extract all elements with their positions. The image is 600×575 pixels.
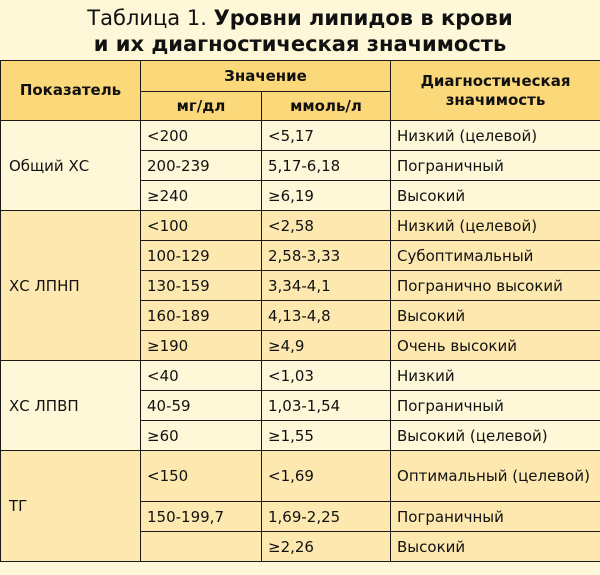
cell-mg: ≥60 — [141, 421, 262, 451]
header-value: Значение — [141, 61, 391, 92]
header-mmol: ммоль/л — [262, 92, 391, 121]
cell-mmol: ≥2,26 — [262, 532, 391, 562]
table-row — [1, 121, 600, 151]
cell-diag: Погранично высокий — [391, 271, 600, 301]
cell-mg: 100-129 — [141, 241, 262, 271]
cell-mmol: ≥6,19 — [262, 181, 391, 211]
cell-diag: Высокий — [391, 181, 600, 211]
cell-diag: Очень высокий — [391, 331, 600, 361]
cell-diag: Низкий — [391, 361, 600, 391]
cell-diag: Пограничный — [391, 391, 600, 421]
param-total-chol: Общий ХС — [1, 121, 141, 211]
cell-mmol: 4,13-4,8 — [262, 301, 391, 331]
header-mg: мг/дл — [141, 92, 262, 121]
cell-mg: <200 — [141, 121, 262, 151]
cell-mmol: 5,17-6,18 — [262, 151, 391, 181]
cell-mg: 130-159 — [141, 271, 262, 301]
header-diag: Диагностическая значимость — [391, 61, 600, 121]
cell-mmol: 1,69-2,25 — [262, 502, 391, 532]
param-tg: ТГ — [1, 451, 141, 562]
cell-diag: Низкий (целевой) — [391, 211, 600, 241]
cell-mg — [141, 532, 262, 562]
cell-mmol: <1,69 — [262, 451, 391, 502]
cell-mg: <100 — [141, 211, 262, 241]
table-row — [1, 361, 600, 391]
cell-mmol: 3,34-4,1 — [262, 271, 391, 301]
cell-mg: 160-189 — [141, 301, 262, 331]
cell-mmol: 1,03-1,54 — [262, 391, 391, 421]
cell-mg: <150 — [141, 451, 262, 502]
table-row — [1, 451, 600, 502]
cell-mmol: <5,17 — [262, 121, 391, 151]
cell-mg: 200-239 — [141, 151, 262, 181]
cell-diag: Пограничный — [391, 502, 600, 532]
cell-mmol: 2,58-3,33 — [262, 241, 391, 271]
table-title — [0, 0, 600, 60]
cell-diag: Субоптимальный — [391, 241, 600, 271]
cell-mmol: <1,03 — [262, 361, 391, 391]
cell-mmol: ≥1,55 — [262, 421, 391, 451]
cell-diag: Оптимальный (целевой) — [391, 451, 600, 502]
cell-diag: Высокий — [391, 532, 600, 562]
cell-mmol: <2,58 — [262, 211, 391, 241]
lipid-levels-table — [0, 60, 600, 562]
cell-mg: ≥190 — [141, 331, 262, 361]
param-hdl: ХС ЛПВП — [1, 361, 141, 451]
cell-mg: ≥240 — [141, 181, 262, 211]
title-line1: Уровни липидов в крови — [213, 6, 513, 30]
cell-mmol: ≥4,9 — [262, 331, 391, 361]
cell-diag: Высокий (целевой) — [391, 421, 600, 451]
cell-mg: 150-199,7 — [141, 502, 262, 532]
cell-diag: Пограничный — [391, 151, 600, 181]
header-param: Показатель — [1, 61, 141, 121]
title-line2: и их диагностическая значимость — [93, 32, 507, 56]
title-lead: Таблица 1. — [87, 6, 214, 30]
cell-diag: Высокий — [391, 301, 600, 331]
cell-mg: 40-59 — [141, 391, 262, 421]
table-row — [1, 211, 600, 241]
param-ldl: ХС ЛПНП — [1, 211, 141, 361]
cell-mg: <40 — [141, 361, 262, 391]
cell-diag: Низкий (целевой) — [391, 121, 600, 151]
